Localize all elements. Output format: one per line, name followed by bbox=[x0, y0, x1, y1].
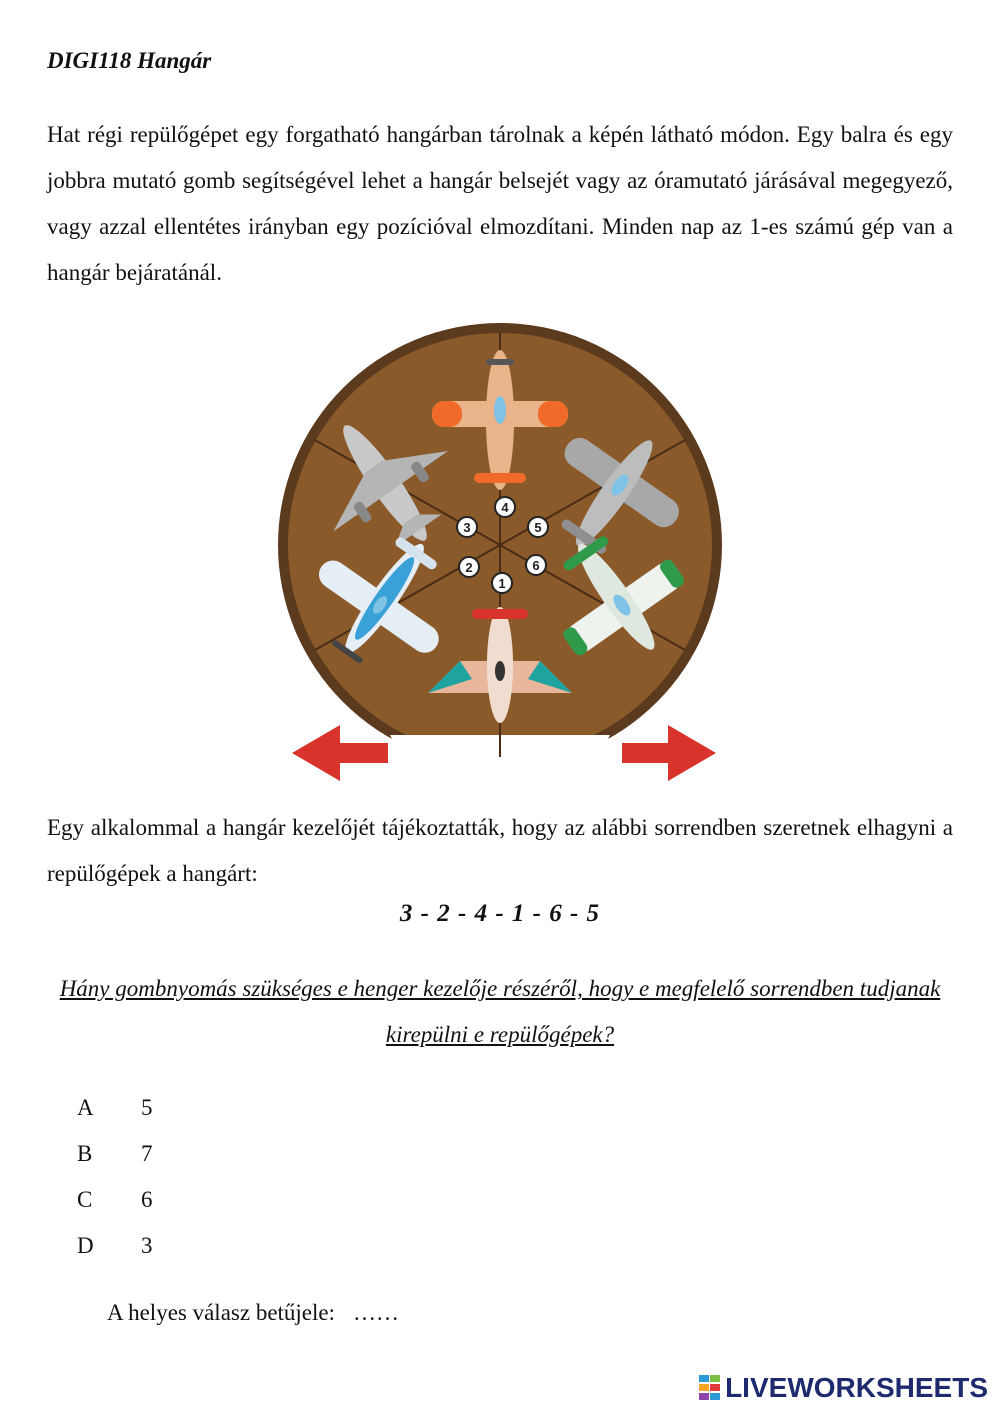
option-a[interactable] bbox=[77, 1085, 153, 1131]
liveworksheets-logo bbox=[699, 1372, 988, 1404]
slot-number-1: 1 bbox=[498, 576, 506, 591]
option-letter: A bbox=[77, 1095, 94, 1120]
slot-badge-5 bbox=[528, 517, 548, 537]
answer-label: A helyes válasz betűjele: bbox=[107, 1300, 336, 1325]
option-value: 5 bbox=[141, 1095, 153, 1120]
slot-badge-1 bbox=[492, 573, 512, 593]
brand-name: LIVEWORKSHEETS bbox=[725, 1372, 988, 1403]
hangar-illustration bbox=[270, 305, 730, 785]
option-value: 6 bbox=[141, 1187, 153, 1212]
slot-number-5: 5 bbox=[534, 520, 542, 535]
answer-input[interactable]: …… bbox=[353, 1300, 400, 1325]
intro-paragraph: Hat régi repülőgépet egy forgatható hangárban tárolnak a képén látható módon. Egy balra és egy jobbra mutató gomb segítségével lehet a hangár belsejét vagy az óramutató járásával megegyező, vagy azzal ellentétes irányban egy pozícióval elmozdítani. Minden nap az 1-es számú gép van a hangár bejáratánál. bbox=[47, 122, 953, 285]
hangar-figure bbox=[270, 305, 730, 785]
slot-number-4: 4 bbox=[501, 500, 509, 515]
slot-badge-2 bbox=[459, 557, 479, 577]
option-b[interactable] bbox=[77, 1131, 153, 1177]
left-arrow-icon bbox=[292, 725, 388, 781]
answer-line bbox=[107, 1290, 399, 1336]
option-d[interactable] bbox=[77, 1223, 153, 1269]
slot-badge-3 bbox=[457, 517, 477, 537]
option-letter: B bbox=[77, 1141, 93, 1166]
option-letter: D bbox=[77, 1233, 94, 1258]
liveworksheets-icon bbox=[699, 1375, 721, 1401]
slot-number-2: 2 bbox=[465, 560, 473, 575]
right-arrow-icon bbox=[622, 725, 716, 781]
slot-badge-4 bbox=[495, 497, 515, 517]
slot-badge-6 bbox=[526, 555, 546, 575]
slot-number-3: 3 bbox=[463, 520, 471, 535]
option-c[interactable] bbox=[77, 1177, 153, 1223]
option-value: 7 bbox=[141, 1141, 153, 1166]
departure-sequence: 3 - 2 - 4 - 1 - 6 - 5 bbox=[399, 900, 601, 927]
option-letter: C bbox=[77, 1187, 93, 1212]
answer-options bbox=[77, 1085, 153, 1269]
option-value: 3 bbox=[141, 1233, 153, 1258]
paragraph-2: Egy alkalommal a hangár kezelőjét tájékoztatták, hogy az alábbi sorrendben szeretnek elhagyni a repülőgépek a hangárt: bbox=[47, 815, 953, 886]
slot-number-6: 6 bbox=[532, 558, 540, 573]
document-title: DIGI118 Hangár bbox=[47, 48, 212, 73]
question-text: Hány gombnyomás szükséges e henger kezelője részéről, hogy e megfelelő sorrendben tudjanak kirepülni e repülőgépek? bbox=[59, 976, 941, 1047]
